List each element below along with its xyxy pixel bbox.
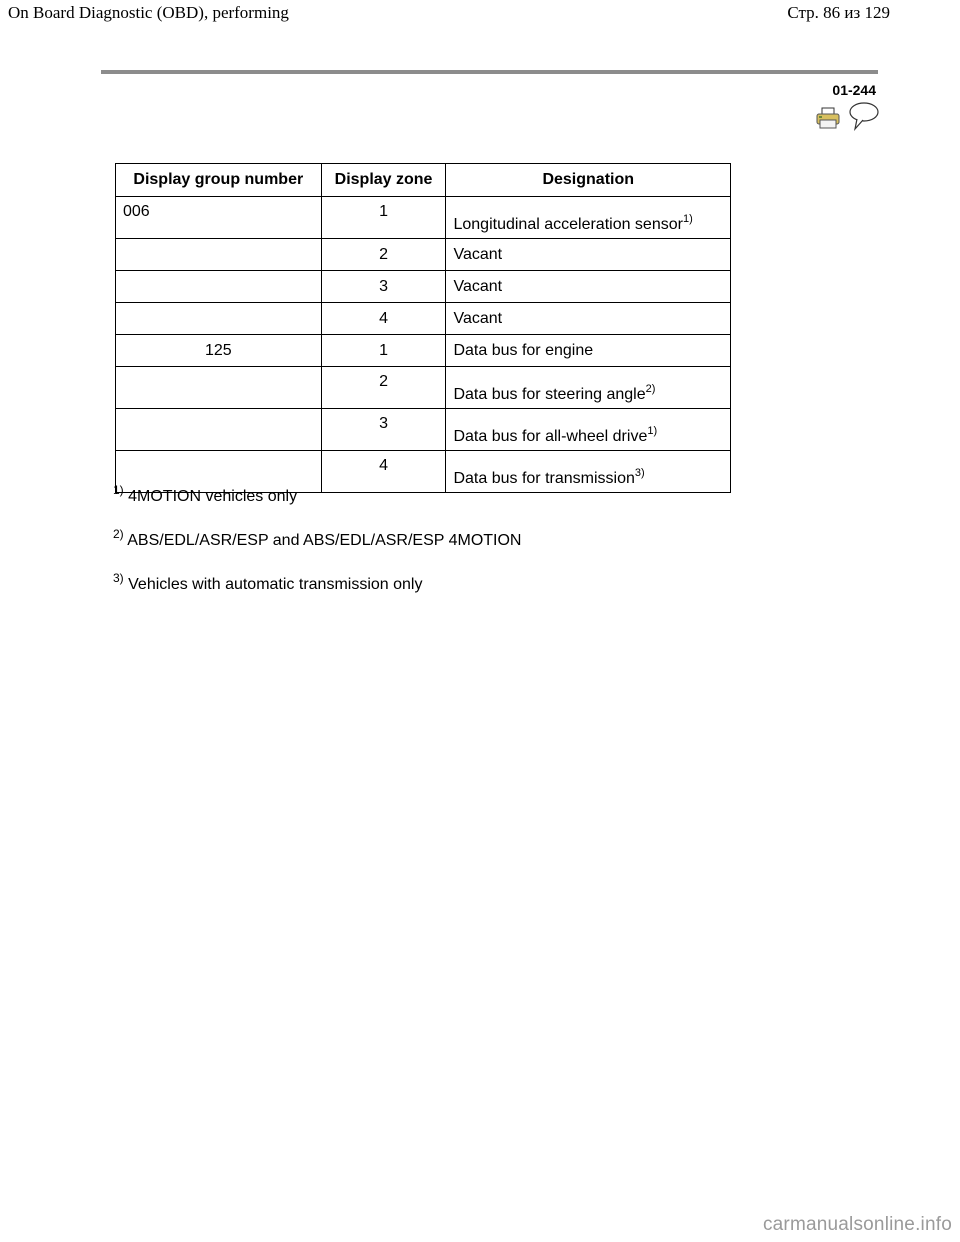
cell-zone: 4 <box>321 303 446 335</box>
display-group-table <box>115 163 731 493</box>
footnote-ref: 2) <box>645 382 656 395</box>
cell-group <box>116 271 322 303</box>
header-display-zone: Display zone <box>321 164 446 197</box>
footnote-ref: 1) <box>647 424 658 437</box>
cell-group <box>116 367 322 409</box>
watermark: carmanualsonline.info <box>762 1214 952 1235</box>
document-code: 01-244 <box>832 82 876 98</box>
footnotes <box>113 482 522 620</box>
table-row <box>116 409 731 451</box>
document-title: On Board Diagnostic (OBD), performing <box>8 3 289 22</box>
footnote-text: 4MOTION vehicles only <box>128 488 298 505</box>
designation-text: Vacant <box>453 277 503 295</box>
cell-group: 125 <box>116 335 322 367</box>
cell-group: 006 <box>116 197 322 239</box>
cell-designation <box>446 239 731 271</box>
table-row <box>116 451 731 493</box>
cell-designation <box>446 335 731 367</box>
header-rule <box>101 70 878 74</box>
header-display-group-number: Display group number <box>116 164 322 197</box>
table-row <box>116 335 731 367</box>
cell-designation <box>446 271 731 303</box>
footnote-text: ABS/EDL/ASR/ESP and ABS/EDL/ASR/ESP 4MOTION <box>127 532 522 549</box>
footnote-mark: 1) <box>113 482 124 497</box>
table-header-row <box>116 164 731 197</box>
printer-icon[interactable] <box>815 107 841 129</box>
cell-designation <box>446 197 731 239</box>
cell-designation <box>446 451 731 493</box>
footnote-3 <box>113 570 521 595</box>
cell-designation <box>446 303 731 335</box>
designation-text: Data bus for transmission <box>453 470 635 487</box>
footnote-text: Vehicles with automatic transmission only <box>128 576 423 593</box>
footnote-ref: 3) <box>634 466 645 479</box>
cell-designation <box>446 409 731 451</box>
cell-zone: 3 <box>321 409 446 451</box>
comment-bubble-icon[interactable] <box>848 101 880 131</box>
designation-text: Data bus for all-wheel drive <box>453 428 648 445</box>
footnote-mark: 2) <box>113 526 124 541</box>
cell-designation <box>446 367 731 409</box>
footnote-1 <box>113 482 521 507</box>
cell-group <box>116 409 322 451</box>
cell-zone: 2 <box>321 239 446 271</box>
designation-text: Vacant <box>453 245 503 263</box>
footnote-2 <box>113 526 522 551</box>
footnote-ref: 1) <box>682 212 693 225</box>
cell-group <box>116 239 322 271</box>
footnote-mark: 3) <box>113 570 124 585</box>
cell-zone: 1 <box>321 335 446 367</box>
table-row <box>116 271 731 303</box>
cell-group <box>116 303 322 335</box>
table-row <box>116 367 731 409</box>
table-row <box>116 239 731 271</box>
designation-text: Data bus for engine <box>453 341 594 359</box>
cell-zone: 1 <box>321 197 446 239</box>
designation-text: Data bus for steering angle <box>453 386 646 403</box>
cell-zone: 2 <box>321 367 446 409</box>
table-row <box>116 303 731 335</box>
cell-zone: 4 <box>321 451 446 493</box>
table-row <box>116 197 731 239</box>
page-counter: Стр. 86 из 129 <box>787 3 890 22</box>
designation-text: Vacant <box>453 309 503 327</box>
cell-group <box>116 451 322 493</box>
header-designation: Designation <box>446 164 731 197</box>
cell-zone: 3 <box>321 271 446 303</box>
designation-text: Longitudinal acceleration sensor <box>453 216 683 233</box>
